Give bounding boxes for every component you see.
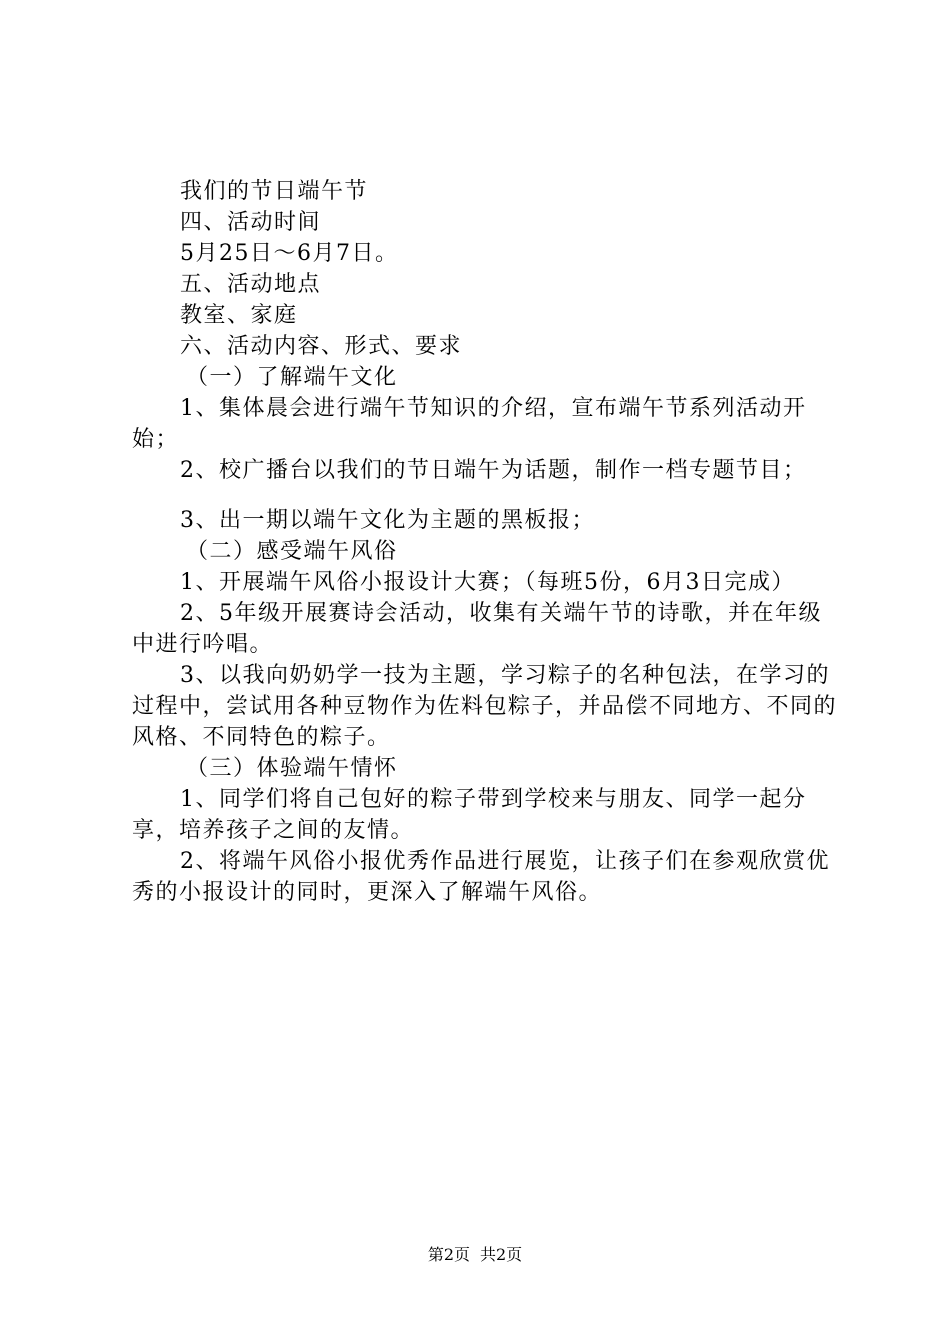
paragraph-2-1: 1、开展端午风俗小报设计大赛；（每班5份，6月3日完成） <box>180 570 795 595</box>
paragraph-3-1: 1、同学们将自己包好的粽子带到学校来与朋友、同学一起分享，培养孩子之间的友情。 <box>132 787 807 843</box>
section-heading-content: 六、活动内容、形式、要求 <box>180 334 463 359</box>
section-heading-location: 五、活动地点 <box>180 272 322 297</box>
section-heading-time: 四、活动时间 <box>180 210 322 235</box>
doc-line-location-value: 教室、家庭 <box>180 303 298 328</box>
doc-line-time-value: 5月25日～6月7日。 <box>180 241 399 266</box>
doc-line-title: 我们的节日端午节 <box>180 179 369 204</box>
page-number-total: 共2页 <box>480 1245 523 1264</box>
paragraph-2-3: 3、以我向奶奶学一技为主题，学习粽子的名种包法，在学习的过程中，尝试用各种豆物作为佐料包粽子，并品偿不同地方、不同的风格、不同特色的粽子。 <box>132 663 838 750</box>
paragraph-2-2: 2、5年级开展赛诗会活动，收集有关端午节的诗歌，并在年级中进行吟唱。 <box>132 601 822 657</box>
subsection-heading-1: （一）了解端午文化 <box>186 365 398 390</box>
page-number-current: 第2页 <box>427 1245 470 1264</box>
subsection-heading-3: （三）体验端午情怀 <box>186 756 398 781</box>
paragraph-3-2: 2、将端午风俗小报优秀作品进行展览，让孩子们在参观欣赏优秀的小报设计的同时，更深入了解端午风俗。 <box>132 849 830 905</box>
subsection-heading-2: （二）感受端午风俗 <box>186 539 398 564</box>
paragraph-1-1: 1、集体晨会进行端午节知识的介绍，宣布端午节系列活动开始； <box>132 396 807 452</box>
paragraph-1-3: 3、出一期以端午文化为主题的黑板报； <box>180 508 595 533</box>
document-body <box>132 176 844 908</box>
page-footer <box>0 1245 950 1265</box>
paragraph-1-2: 2、校广播台以我们的节日端午为话题，制作一档专题节目； <box>180 458 807 483</box>
